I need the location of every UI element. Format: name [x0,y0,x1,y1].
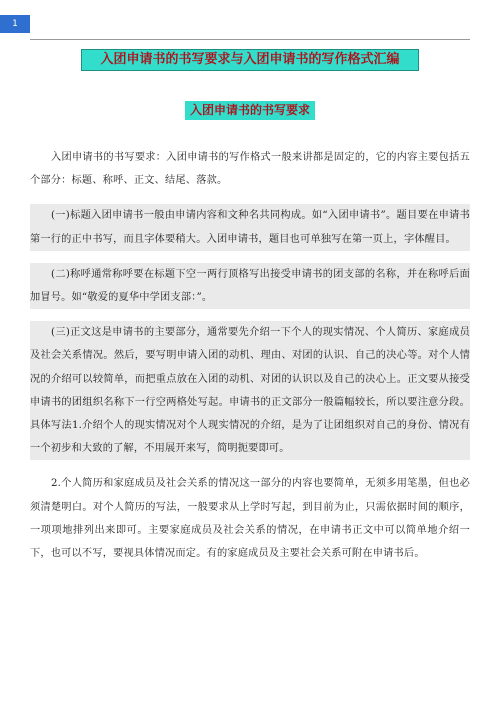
paragraph-body-section: (三)正文这是申请书的主要部分，通常要先介绍一下个人的现实情况、个人简历、家庭成员及社会关系情况。然后，要写明申请入团的动机、理由、对团的认识、自己的决心等。对个人情况的介绍可以较简单，而把重点放在入团的动机、对团的认识以及自己的决心上。正文要从接受申请书的团组织名称下一行空两格处写起。申请书的正文部分一般篇幅较长，所以要注意分段。具体写法1.介绍个人的现实情况对个人现实情况的介绍，是为了让团组织对自己的身份、情况有一个初步和大致的了解，不用展开来写，简明扼要即可。 [30,321,470,460]
paragraph-resume-section: 2.个人简历和家庭成员及社会关系的情况这一部分的内容也要简单，无须多用笔墨，但也必须清楚明白。对个人简历的写法，一般要求从上学时写起，到目前为止，只需依据时间的顺序，一项项地排列出来即可。主要家庭成员及社会关系的情况，在申请书正文中可以简单地介绍一下，也可以不写，要视具体情况而定。有的家庭成员及主要社会关系可附在申请书后。 [30,478,470,560]
paragraph-title-section: (一)标题入团申请书一般由申请内容和文种名共同构成。如“入团申请书”。题目要在申请书第一行的正中书写，而且字体要稍大。入团申请书，题目也可单独写在第一页上，字体醒目。 [30,204,470,250]
document-title: 入团申请书的书写要求与入团申请书的写作格式汇编 [81,49,419,71]
paragraph-intro: 入团申请书的书写要求：入团申请书的写作格式一般来讲都是固定的，它的内容主要包括五个部分：标题、称呼、正文、结尾、落款。 [30,152,470,187]
page-number-badge: 1 [0,15,30,33]
paragraph-salutation-section: (二)称呼通常称呼要在标题下空一两行顶格写出接受申请书的团支部的名称，并在称呼后面加冒号。如“敬爱的夏华中学团支部：”。 [30,263,470,309]
document-body [30,146,470,577]
section-heading: 入团申请书的书写要求 [185,101,315,120]
header-divider [30,39,470,40]
